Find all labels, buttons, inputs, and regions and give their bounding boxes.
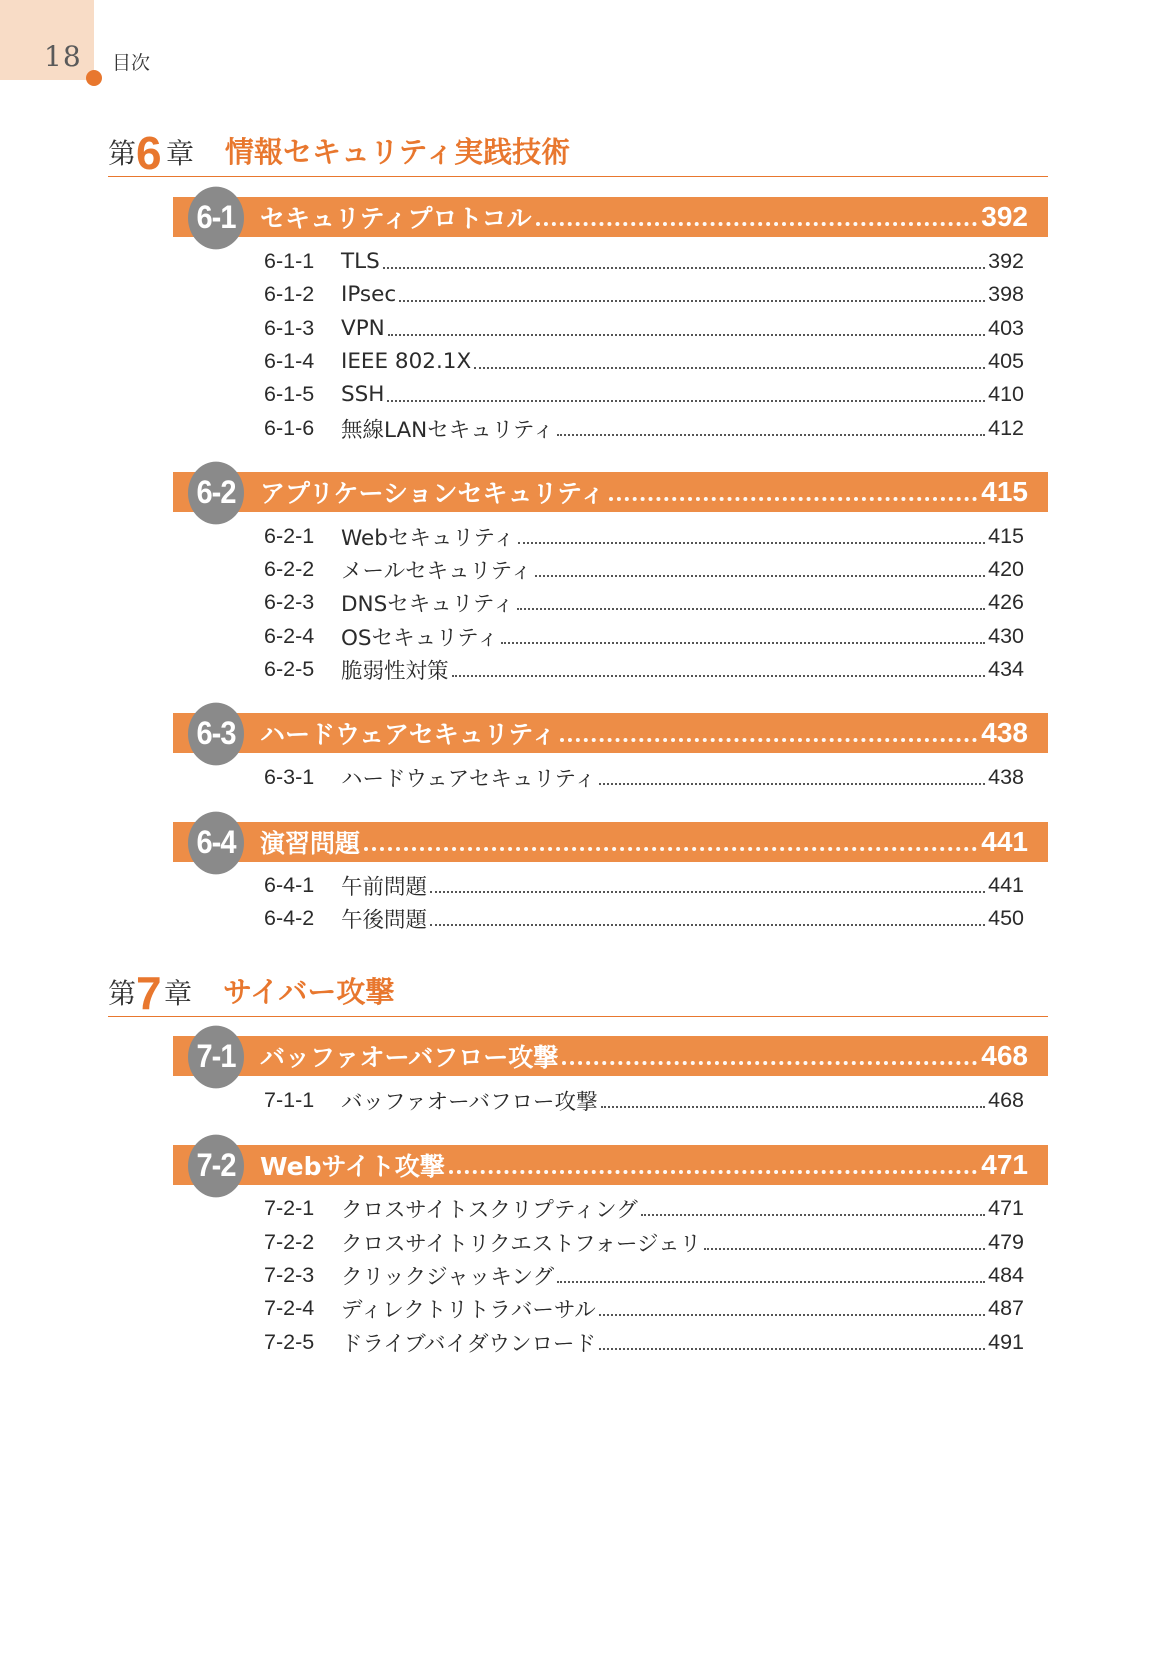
toc-entry[interactable] [264,621,1024,651]
leader-dots [609,497,977,501]
entry-title: ハードウェアセキュリティ [341,766,596,792]
running-title: 目次 [112,52,151,74]
entry-page: 403 [988,315,1024,340]
section-heading[interactable] [260,1145,1028,1185]
entry-number: 6-1-3 [264,315,315,340]
leader-dots [383,267,985,269]
leader-dots [517,608,985,610]
entry-title: DNSセキュリティ [341,591,515,617]
toc-entry[interactable] [264,1260,1024,1290]
entry-number: 6-2-4 [264,623,315,648]
entry-page: 471 [988,1195,1024,1220]
entry-title: 午後問題 [341,907,428,933]
entry-number: 7-2-3 [264,1262,315,1287]
entry-number: 6-4-2 [264,905,315,930]
entry-title: 午前問題 [341,874,428,900]
entry-page: 410 [988,381,1024,406]
leader-dots [387,400,985,402]
tab-dot [86,70,102,86]
chapter-number: 7 [136,967,162,1019]
entry-page: 426 [988,589,1024,614]
leader-dots [388,334,985,336]
entry-title: 脆弱性対策 [341,658,449,684]
toc-entry[interactable] [264,379,1024,409]
entry-number: 6-1-5 [264,381,315,406]
entry-page: 420 [988,556,1024,581]
toc-entry[interactable] [264,1227,1024,1257]
entry-number: 7-2-1 [264,1195,315,1220]
entry-number: 6-2-5 [264,656,315,681]
toc-entry[interactable] [264,1327,1024,1357]
entry-title: 無線LANセキュリティ [341,417,555,443]
toc-entry[interactable] [264,346,1024,376]
toc-entry[interactable] [264,903,1024,933]
toc-entry[interactable] [264,279,1024,309]
entry-page: 392 [988,248,1024,273]
section-page: 392 [981,201,1028,232]
leader-dots [399,300,985,302]
entry-page: 430 [988,623,1024,648]
entry-title: OSセキュリティ [341,625,499,651]
entry-number: 6-1-6 [264,415,315,440]
toc-entry[interactable] [264,313,1024,343]
leader-dots [452,675,986,677]
chapter-heading-7 [108,967,1048,1019]
entry-number: 6-2-1 [264,523,315,548]
leader-dots [562,1061,977,1065]
section-page: 415 [981,476,1028,507]
leader-dots [557,1281,985,1283]
leader-dots [536,222,978,226]
section-heading[interactable] [260,713,1028,753]
section-title: アプリケーションセキュリティ [260,479,606,508]
entry-title: IPsec [341,281,397,307]
entry-page: 450 [988,905,1024,930]
leader-dots [518,542,985,544]
leader-dots [474,367,985,369]
toc-entry[interactable] [264,1293,1024,1323]
entry-title: クロスサイトリクエストフォージェリ [341,1231,702,1257]
section-heading[interactable] [260,197,1028,237]
leader-dots [599,783,985,785]
section-badge: 6-1 [188,187,244,250]
section-title: ハードウェアセキュリティ [260,720,557,749]
leader-dots [599,1314,985,1316]
section-title: セキュリティプロトコル [260,204,532,233]
entry-number: 6-1-2 [264,281,315,306]
section-title: Webサイト攻撃 [260,1152,445,1181]
entry-title: VPN [341,315,385,341]
section-page: 441 [981,826,1028,857]
section-heading[interactable] [260,822,1028,862]
section-badge: 6-4 [188,812,244,875]
leader-dots [535,575,985,577]
leader-dots [430,924,985,926]
toc-entry[interactable] [264,587,1024,617]
entry-page: 487 [988,1295,1024,1320]
leader-dots [501,642,985,644]
entry-page: 468 [988,1087,1024,1112]
entry-title: メールセキュリティ [341,558,532,584]
section-heading[interactable] [260,1036,1028,1076]
entry-title: クロスサイトスクリプティング [341,1197,638,1223]
toc-entry[interactable] [264,1193,1024,1223]
entry-page: 479 [988,1229,1024,1254]
entry-number: 6-1-1 [264,248,315,273]
toc-entry[interactable] [264,521,1024,551]
entry-number: 7-2-2 [264,1229,315,1254]
leader-dots [364,847,977,851]
leader-dots [601,1106,986,1108]
leader-dots [449,1170,977,1174]
section-title: バッファオーバフロー攻撃 [260,1043,559,1072]
entry-number: 6-3-1 [264,764,315,789]
toc-entry[interactable] [264,1085,1024,1115]
entry-number: 7-2-4 [264,1295,315,1320]
leader-dots [560,738,977,742]
section-page: 471 [981,1149,1028,1180]
entry-page: 405 [988,348,1024,373]
entry-number: 6-2-2 [264,556,315,581]
entry-title: TLS [341,248,380,274]
section-badge: 7-1 [188,1026,244,1089]
toc-entry[interactable] [264,870,1024,900]
entry-page: 398 [988,281,1024,306]
entry-page: 434 [988,656,1024,681]
entry-number: 6-4-1 [264,872,315,897]
entry-title: IEEE 802.1X [341,348,472,374]
toc-entry[interactable] [264,246,1024,276]
toc-entry[interactable] [264,762,1024,792]
section-badge: 7-2 [188,1135,244,1198]
leader-dots [641,1214,985,1216]
chapter-prefix: 第 [108,137,137,170]
section-page: 438 [981,717,1028,748]
entry-number: 6-1-4 [264,348,315,373]
chapter-prefix: 第 [108,977,137,1010]
chapter-title: サイバー攻撃 [223,975,395,1009]
entry-page: 415 [988,523,1024,548]
entry-page: 412 [988,415,1024,440]
leader-dots [704,1248,985,1250]
entry-title: SSH [341,381,385,407]
entry-title: バッファオーバフロー攻撃 [341,1089,598,1115]
entry-title: Webセキュリティ [341,525,515,551]
entry-number: 6-2-3 [264,589,315,614]
section-badge: 6-2 [188,462,244,525]
entry-title: ドライブバイダウンロード [341,1331,596,1357]
chapter-title: 情報セキュリティ実践技術 [225,135,571,169]
section-title: 演習問題 [260,829,361,858]
entry-title: ディレクトリトラバーサル [341,1297,596,1323]
leader-dots [599,1348,985,1350]
entry-page: 484 [988,1262,1024,1287]
section-heading[interactable] [260,472,1028,512]
chapter-suffix: 章 [164,977,193,1010]
entry-page: 491 [988,1329,1024,1354]
chapter-number: 6 [136,127,162,179]
leader-dots [430,891,985,893]
leader-dots [557,434,985,436]
page-number: 18 [44,40,82,73]
toc-entry[interactable] [264,413,1024,443]
entry-number: 7-2-5 [264,1329,315,1354]
chapter-heading-6 [108,127,1048,179]
entry-title: クリックジャッキング [341,1264,555,1290]
section-page: 468 [981,1040,1028,1071]
section-badge: 6-3 [188,703,244,766]
entry-page: 438 [988,764,1024,789]
entry-page: 441 [988,872,1024,897]
entry-number: 7-1-1 [264,1087,315,1112]
chapter-suffix: 章 [166,137,195,170]
toc-entry[interactable] [264,654,1024,684]
toc-entry[interactable] [264,554,1024,584]
